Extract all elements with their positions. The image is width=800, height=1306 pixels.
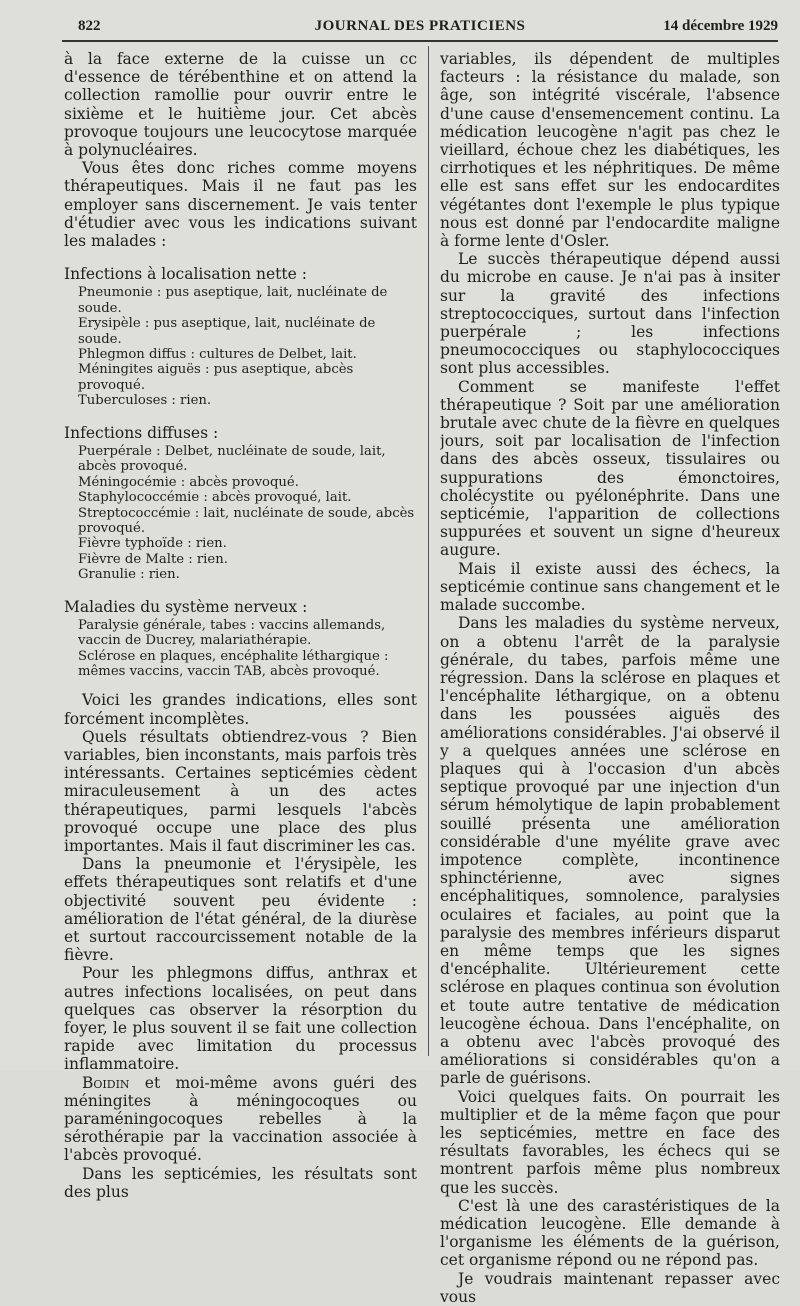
paragraph-text: et moi-même avons guéri des méningites à méningocoques ou paraméningocoques rebelles à la sérothérapie par la vaccination associée à l'abcès provoqué. (64, 1073, 417, 1165)
list-item: Streptococcémie : lait, nucléinate de soude, abcès provoqué. (78, 505, 415, 536)
issue-date: 14 décembre 1929 (663, 18, 778, 34)
right-column (440, 50, 780, 1306)
header-rule (62, 40, 778, 42)
indication-list (64, 285, 417, 408)
list-item: Puerpérale : Delbet, nucléinate de soude, lait, abcès provoqué. (78, 443, 386, 475)
left-column (64, 50, 417, 1201)
paragraph: Quels résultats obtiendrez-vous ? Bien variables, bien inconstants, mais parfois très intéressants. Certaines septicémies cèdent miraculeusement à un des actes thérapeutiques, parmi lesquels l'abcès provoqué occupe une place des plus importantes. Mais il faut discriminer les cas. (64, 727, 417, 855)
paragraph: C'est là une des carastéristiques de la médication leucogène. Elle demande à l'organisme les éléments de la guérison, cet organisme répond ou ne répond pas. (440, 1196, 780, 1270)
section-heading: Maladies du système nerveux : (64, 597, 308, 616)
list-item: Méningocémie : abcès provoqué. (78, 474, 299, 490)
paragraph: Dans la pneumonie et l'érysipèle, les effets thérapeutiques sont relatifs et d'une objectivité souvent peu évidente : amélioration de l'état général, de la diurèse et surtout raccourcissement notable de la fièvre. (64, 855, 417, 965)
list-item: Phlegmon diffus : cultures de Delbet, lait. (78, 347, 357, 363)
list-item: Pneumonie : pus aseptique, lait, nucléinate de soude. (78, 285, 388, 316)
paragraph (64, 1074, 417, 1165)
paragraph: Le succès thérapeutique dépend aussi du microbe en cause. Je n'ai pas à insiter sur la gravité des infections streptococciques, surtout dans l'infection puerpérale ; les infections pneumococciques ou staphylococciques sont plus accessibles. (440, 250, 780, 378)
list-item: Granulie : rien. (78, 567, 180, 583)
section-heading: Infections à localisation nette : (64, 265, 307, 284)
paragraph: Voici quelques faits. On pourrait les multiplier et de la même façon que pour les septicémies, mettre en face des résultats favorables, les échecs qui se montrent parfois même plus nombreux que les succès. (440, 1087, 780, 1197)
paragraph: variables, ils dépendent de multiples facteurs : la résistance du malade, son âge, son intégrité viscérale, l'absence d'une cause d'ensemencement continu. La médication leucogène n'agit pas chez le vieillard, échoue chez les diabétiques, les cirrhotiques et les néphritiques. De même elle est sans effet sur les endocardites végétantes dont l'exemple le plus typique nous est donné par l'endocardite maligne à forme lente d'Osler. (440, 50, 780, 251)
paragraph: Dans les septicémies, les résultats sont des plus (64, 1164, 417, 1201)
paragraph: à la face externe de la cuisse un cc d'essence de térébenthine et on attend la collection ramollie pour ouvrir entre le sixième et le huitième jour. Cet abcès provoque toujours une leucocytose marquée à polynucléaires. (64, 50, 417, 160)
paragraph: Je voudrais maintenant repasser avec vous (440, 1269, 780, 1306)
author-name: Boidin (82, 1073, 130, 1092)
list-item: Fièvre typhoïde : rien. (78, 536, 227, 552)
paragraph: Pour les phlegmons diffus, anthrax et autres infections localisées, on peut dans quelques cas observer la résorption du foyer, le plus souvent il se fait une collection rapide avec limitation du processus inflammatoire. (64, 964, 417, 1074)
paragraph: Dans les maladies du système nerveux, on a obtenu l'arrêt de la paralysie générale, du tabes, parfois même une régression. Dans la sclérose en plaques et l'encéphalite léthargique, on a obtenu dans les poussées aiguës des améliorations considérables. J'ai observé il y a quelques années une sclérose en plaques qui à l'occasion d'un abcès septique provoqué par une injection d'un sérum hémolytique de lapin probablement souillé présenta une amélioration considérable d'une myélite grave avec impotence complète, incontinence sphinctérienne, avec signes encéphalitiques, somnolence, paralysies oculaires et faciales, au point que la paralysie des membres inférieurs disparut en même temps que les signes d'encéphalite. Ultérieurement cette sclérose en plaques continua son évolution et toute autre tentative de médication leucogène échoua. Dans l'encéphalite, on a obtenu avec l'abcès provoqué des améliorations si considérables qu'on a parle de guérisons. (440, 614, 780, 1088)
list-item: Staphylococcémie : abcès provoqué, lait. (78, 490, 352, 506)
indication-list (64, 618, 417, 680)
column-divider (428, 46, 429, 1056)
list-item: Fièvre de Malte : rien. (78, 551, 228, 567)
list-item: Tuberculoses : rien. (78, 393, 212, 409)
list-item: Erysipèle : pus aseptique, lait, nucléinate de soude. (78, 316, 376, 347)
paragraph: Mais il existe aussi des échecs, la septicémie continue sans changement et le malade succombe. (440, 559, 780, 615)
list-item: Sclérose en plaques, encéphalite léthargique : mêmes vaccins, vaccin TAB, abcès provoqué. (78, 648, 389, 679)
list-item: Méningites aiguës : pus aseptique, abcès provoqué. (78, 362, 354, 393)
running-header (62, 18, 778, 40)
page-number: 822 (78, 18, 101, 34)
paragraph: Vous êtes donc riches comme moyens thérapeutiques. Mais il ne faut pas les employer sans discernement. Je vais tenter d'étudier avec vous les indications suivant les malades : (64, 159, 417, 251)
paragraph: Voici les grandes indications, elles sont forcément incomplètes. (64, 691, 417, 728)
journal-title: JOURNAL DES PRATICIENS (314, 18, 526, 34)
section-heading: Infections diffuses : (64, 423, 219, 442)
indication-list (64, 444, 417, 583)
paragraph: Comment se manifeste l'effet thérapeutique ? Soit par une amélioration brutale avec chute de la fièvre en quelques jours, soit par localisation de l'infection dans des abcès osseux, tissulaires ou suppurations des émonctoires, cholécystite ou pyélonéphrite. Dans une septicémie, l'apparition de collections suppurées et souvent un signe d'heureux augure. (440, 377, 780, 560)
list-item: Paralysie générale, tabes : vaccins allemands, vaccin de Ducrey, malariathérapie. (78, 617, 386, 649)
